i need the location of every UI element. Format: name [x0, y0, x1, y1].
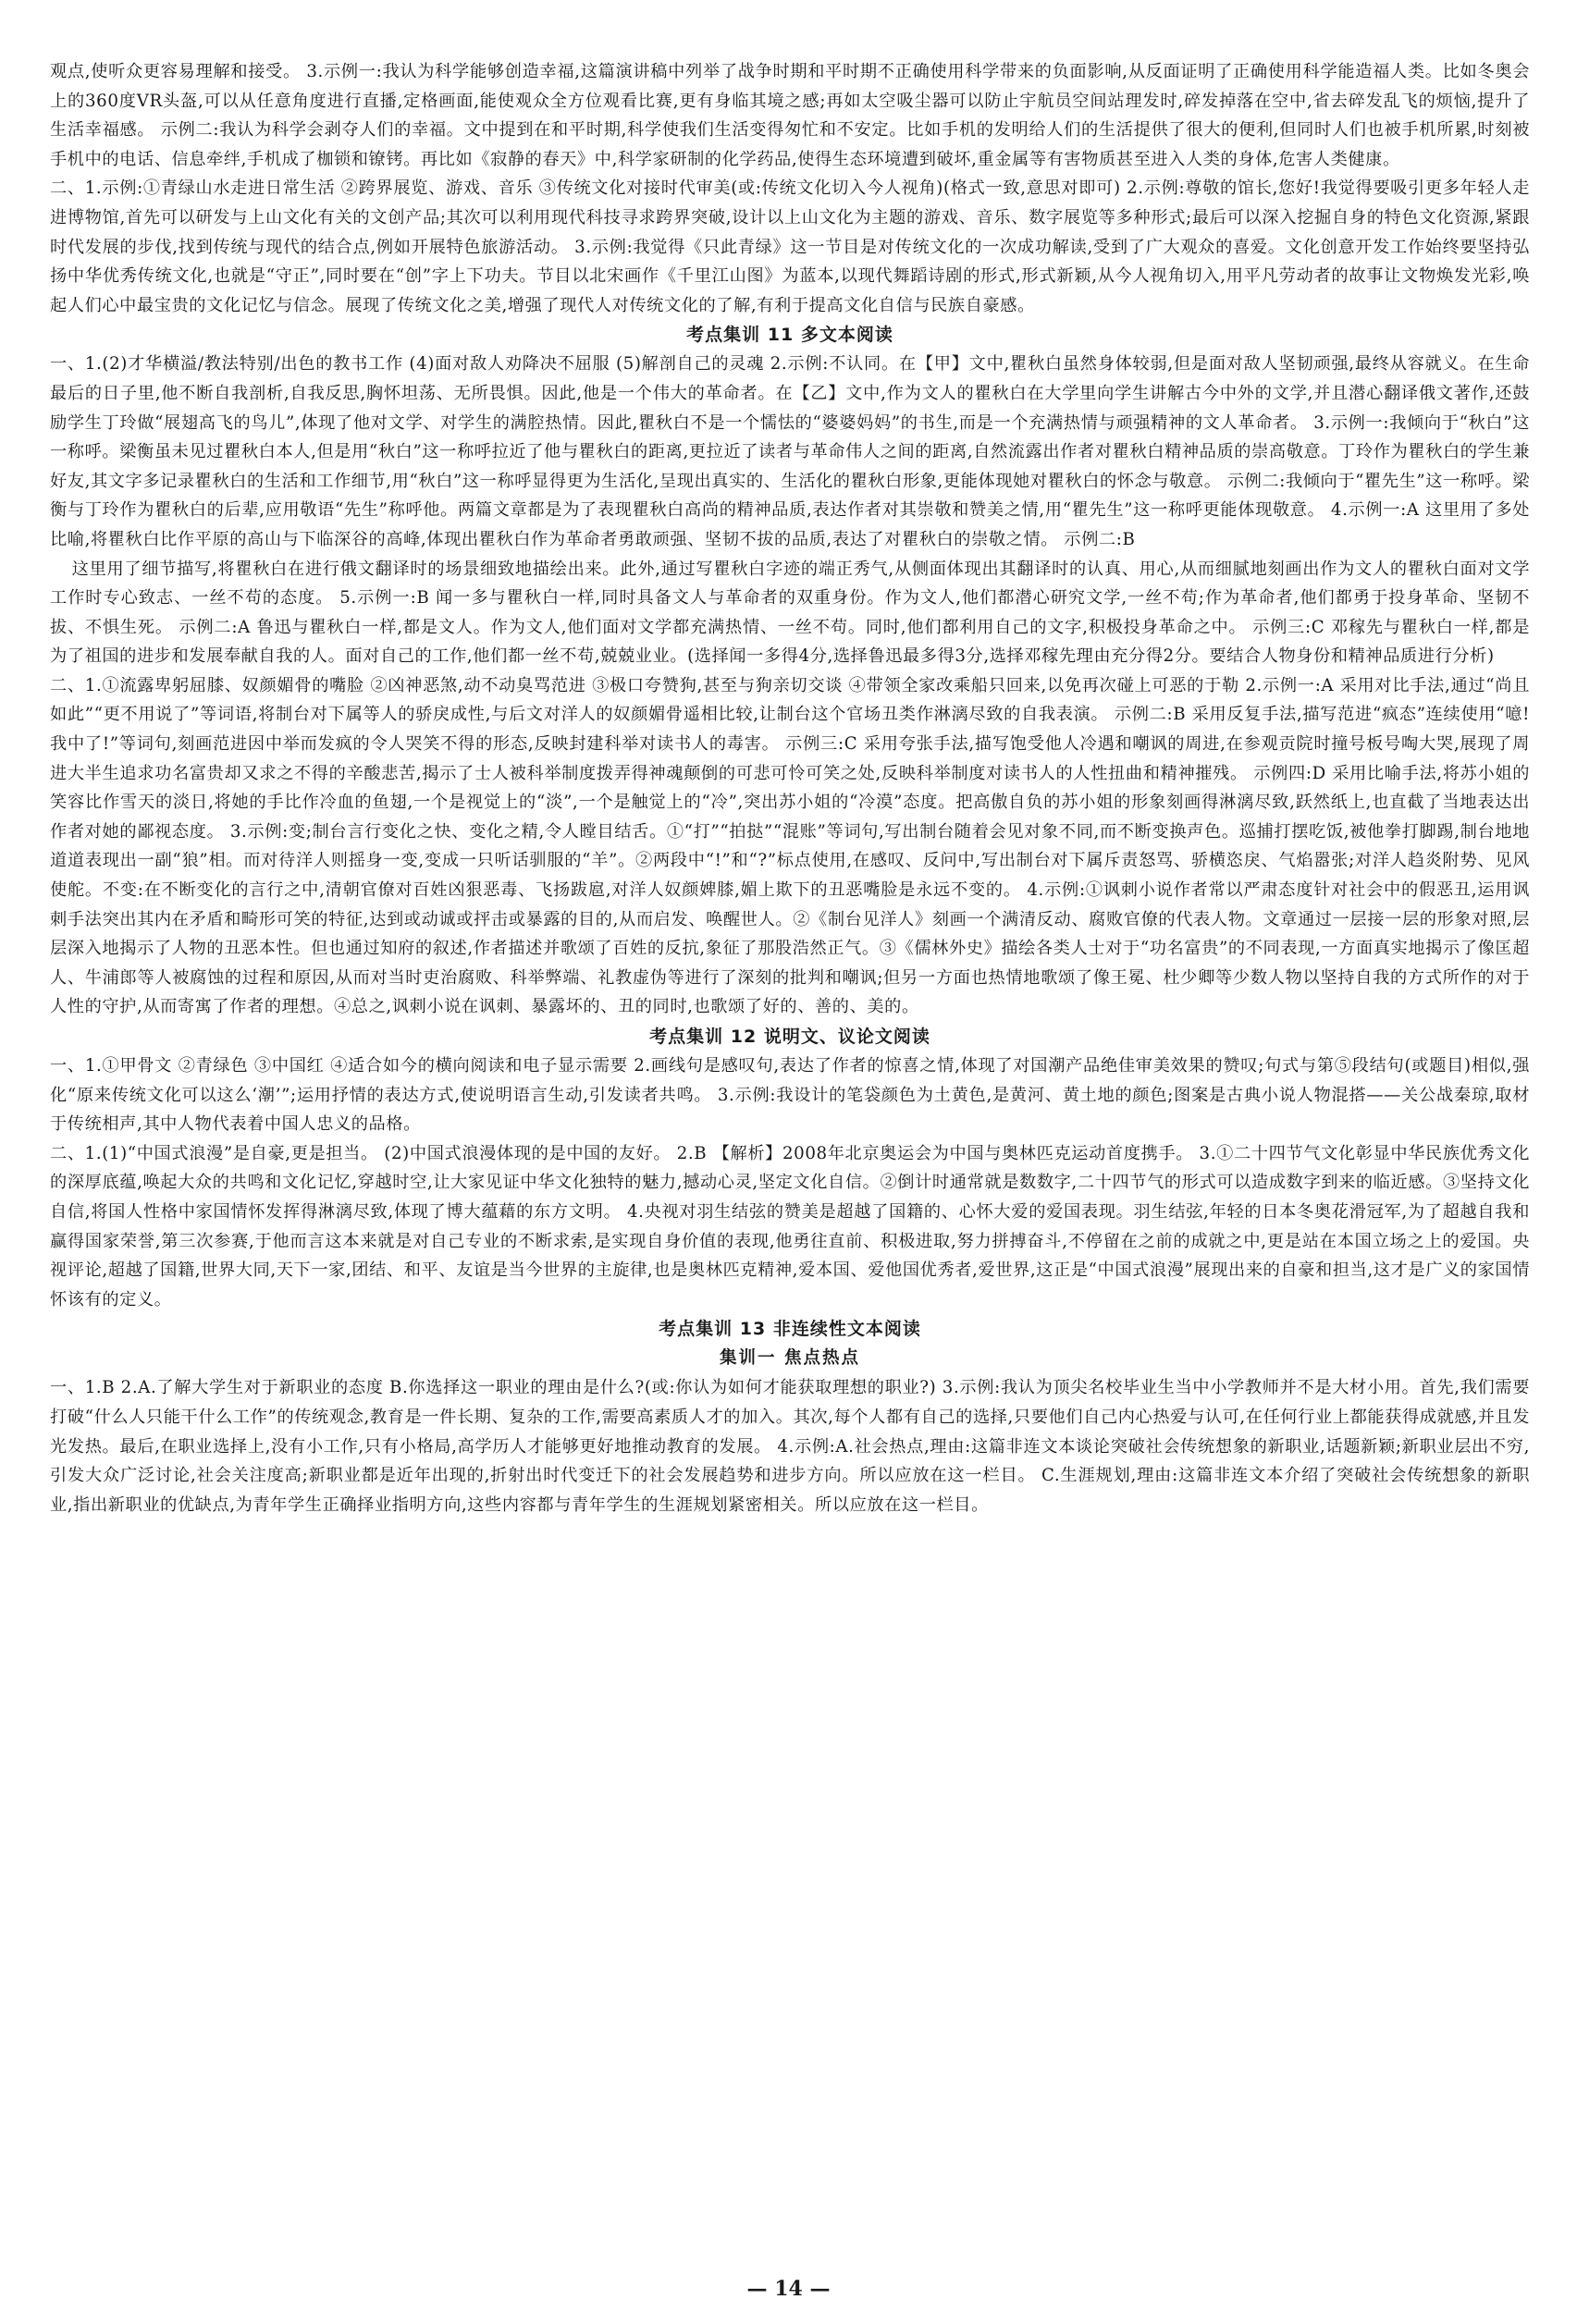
page-number: — 14 —	[746, 2277, 831, 2301]
section-heading-11: 考点集训 11 多文本阅读	[686, 325, 893, 346]
subsection-heading: 集训一 焦点热点	[720, 1348, 860, 1369]
paragraph-4: 这里用了细节描写,将瞿秋白在进行俄文翻译时的场景细致地描绘出来。此外,通过写瞿秋白字迹的端正秀气,从侧面体现出其翻译时的认真、用心,从而细腻地刻画出作为文人的瞿秋白面对文学工作时专心致志、一丝不苟的态度。 5.示例一:B 闻一多与瞿秋白一样,同时具备文人与革命者的双重身份。作为文人,他们都潜心研究文学,一丝不苟;作为革命者,他们都勇于投身革命、坚韧不拔、不惧生死。 示例二:A 鲁迅与瞿秋白一样,都是文人。作为文人,他们面对文学都充满热情、一丝不苟。同时,他们都利用自己的文字,积极投身革命之中。 示例三:C 邓稼先与瞿秋白一样,都是为了祖国的进步和发展奉献自我的人。面对自己的工作,他们都一丝不苟,兢兢业业。(选择闻一多得4分,选择鲁迅最多得3分,选择邓稼先理由充分得2分。要结合人物身份和精神品质进行分析)	[50, 559, 1530, 667]
section-heading-13: 考点集训 13 非连续性文本阅读	[659, 1319, 921, 1340]
paragraph-3: 一、1.(2)才华横溢/教法特别/出色的教书工作 (4)面对敌人劝降决不屈服 (5)解剖自己的灵魂 2.示例:不认同。在【甲】文中,瞿秋白虽然身体较弱,但是面对敌人坚韧顽强,最终从容就义。在生命最后的日子里,他不断自我剖析,自我反思,胸怀坦荡、无所畏惧。因此,他是一个伟大的革命者。在【乙】文中,作为文人的瞿秋白在大学里向学生讲解古今中外的文学,并且潜心翻译俄文著作,还鼓励学生丁玲做“展翅高飞的鸟儿”,体现了他对文学、对学生的满腔热情。因此,瞿秋白不是一个懦怯的“婆婆妈妈”的书生,而是一个充满热情与顽强精神的文人革命者。 3.示例一:我倾向于“秋白”这一称呼。梁衡虽未见过瞿秋白本人,但是用“秋白”这一称呼拉近了他与瞿秋白的距离,更拉近了读者与革命伟人之间的距离,自然流露出作者对瞿秋白精神品质的崇高敬意。丁玲作为瞿秋白的学生兼好友,其文字多记录瞿秋白的生活和工作细节,用“秋白”这一称呼显得更为生活化,呈现出真实的、生活化的瞿秋白形象,更能体现她对瞿秋白的怀念与敬意。 示例二:我倾向于“瞿先生”这一称呼。梁衡与丁玲作为瞿秋白的后辈,应用敬语“先生”称呼他。两篇文章都是为了表现瞿秋白高尚的精神品质,表达作者对其崇敬和赞美之情,用“瞿先生”这一称呼更能体现敬意。 4.示例一:A 这里用了多处比喻,将瞿秋白比作平原的高山与下临深谷的高峰,体现出瞿秋白作为革命者勇敢顽强、坚韧不拔的品质,表达了对瞿秋白的崇敬之情。 示例二:B	[50, 354, 1530, 549]
paragraph-5: 二、1.①流露卑躬屈膝、奴颜媚骨的嘴脸 ②凶神恶煞,动不动臭骂范进 ③极口夸赞狗,甚至与狗亲切交谈 ④带领全家改乘船只回来,以免再次碰上可恶的于勒 2.示例一:A 采用对比手法,通过“尚且如此”“更不用说了”等词语,将制台对下属等人的骄戾成性,与后文对洋人的奴颜媚骨遥相比较,让制台这个官场丑类作淋漓尽致的自我表演。 示例二:B 采用反复手法,描写范进“疯态”连续使用“噫!我中了!”等词句,刻画范进因中举而发疯的令人哭笑不得的形态,反映封建科举对读书人的毒害。 示例三:C 采用夸张手法,描写饱受他人冷遇和嘲讽的周进,在参观贡院时撞号板号啕大哭,展现了周进大半生追求功名富贵却又求之不得的辛酸悲苦,揭示了士人被科举制度拨弄得神魂颠倒的可悲可怜可笑之处,反映科举制度对读书人的人性扭曲和精神摧残。 示例四:D 采用比喻手法,将苏小姐的笑容比作雪天的淡日,将她的手比作冷血的鱼翅,一个是视觉上的“淡”,一个是触觉上的“冷”,突出苏小姐的“冷漠”态度。把高傲自负的苏小姐的形象刻画得淋漓尽致,跃然纸上,也直截了当地表达出作者对她的鄙视态度。 3.示例:变;制台言行变化之快、变化之精,令人瞠目结舌。①“打”“拍挞”“混账”等词句,写出制台随着会见对象不同,而不断变换声色。巡捕打摆吃饭,被他拳打脚踢,制台地地道道表现出一副“狼”相。而对待洋人则摇身一变,变成一只听话驯服的“羊”。②两段中“!”和“?”标点使用,在感叹、反问中,写出制台对下属斥责怒骂、骄横恣戾、气焰嚣张;对洋人趋炎附势、见风使舵。不变:在不断变化的言行之中,清朝官僚对百姓凶狠恶毒、飞扬跋扈,对洋人奴颜婢膝,媚上欺下的丑恶嘴脸是永远不变的。 4.示例:①讽刺小说作者常以严肃态度针对社会中的假恶丑,运用讽刺手法突出其内在矛盾和畸形可笑的特征,达到或动诚或抨击或暴露的目的,从而启发、唤醒世人。②《制台见洋人》刻画一个满清反动、腐败官僚的代表人物。文章通过一层接一层的形象对照,层层深入地揭示了人物的丑恶本性。但也通过知府的叙述,作者描述并歌颂了百姓的反抗,象征了那股浩然正气。③《儒林外史》描绘各类人士对于“功名富贵”的不同表现,一方面真实地揭示了像匡超人、牛浦郎等人被腐蚀的过程和原因,从而对当时吏治腐败、科举弊端、礼教虚伪等进行了深刻的批判和嘲讽;但另一方面也热情地歌颂了像王冕、杜少卿等少数人物以坚持自我的方式所作的对于人性的守护,从而寄寓了作者的理想。④总之,讽刺小说在讽刺、暴露坏的、丑的同时,也歌颂了好的、善的、美的。	[50, 675, 1530, 1017]
paragraph-6: 一、1.①甲骨文 ②青绿色 ③中国红 ④适合如今的横向阅读和电子显示需要 2.画线句是感叹句,表达了作者的惊喜之情,体现了对国潮产品绝佳审美效果的赞叹;句式与第⑤段结句(或题目)相似,强化“原来传统文化可以这么‘潮’”;运用抒情的表达方式,使说明语言生动,引发读者共鸣。 3.示例:我设计的笔袋颜色为土黄色,是黄河、黄土地的颜色;图案是古典小说人物混搭——关公战秦琼,取材于传统相声,其中人物代表着中国人忠义的品格。	[50, 1056, 1530, 1135]
paragraph-7: 二、1.(1)“中国式浪漫”是自豪,更是担当。 (2)中国式浪漫体现的是中国的友好。 2.B 【解析】2008年北京奥运会为中国与奥林匹克运动首度携手。 3.①二十四节气文化彰显中华民族优秀文化的深厚底蕴,唤起大众的共鸣和文化记忆,穿越时空,让大家见证中华文化独特的魅力,撼动心灵,坚定文化自信。②倒计时通常就是数数字,二十四节气的形式可以造成数字到来的临近感。③坚持文化自信,将国人性格中家国情怀发挥得淋漓尽致,体现了博大蕴藉的东方文明。 4.央视对羽生结弦的赞美是超越了国籍的、心怀大爱的爱国表现。羽生结弦,年轻的日本冬奥花滑冠军,为了超越自我和赢得国家荣誉,第三次参赛,于他而言这本来就是对自己专业的不断求索,是实现自身价值的表现,他勇往直前、积极进取,努力拼搏奋斗,不停留在之前的成就之中,更是站在本国立场之上的爱国。央视评论,超越了国籍,世界大同,天下一家,团结、和平、友谊是当今世界的主旋律,也是奥林匹克精神,爱本国、爱他国优秀者,爱世界,这正是“中国式浪漫”展现出来的自豪和担当,这才是广义的家国情怀该有的定义。	[50, 1143, 1530, 1310]
paragraph-1: 观点,使听众更容易理解和接受。 3.示例一:我认为科学能够创造幸福,这篇演讲稿中列举了战争时期和平时期不正确使用科学带来的负面影响,从反面证明了正确使用科学能造福人类。比如冬奥会上的360度VR头盔,可以从任意角度进行直播,定格画面,能使观众全方位观看比赛,更有身临其境之感;再如太空吸尘器可以防止宇航员空间站理发时,碎发掉落在空中,省去碎发乱飞的烦恼,提升了生活幸福感。 示例二:我认为科学会剥夺人们的幸福。文中提到在和平时期,科学使我们生活变得匆忙和不安定。比如手机的发明给人们的生活提供了很大的便利,但同时人们也被手机所累,时刻被手机中的电话、信息牵绊,手机成了枷锁和镣铐。再比如《寂静的春天》中,科学家研制的化学药品,使得生态环境遭到破坏,重金属等有害物质甚至进入人类的身体,危害人类健康。	[50, 62, 1530, 169]
section-heading-12: 考点集训 12 说明文、议论文阅读	[649, 1027, 930, 1047]
paragraph-2: 二、1.示例:①青绿山水走进日常生活 ②跨界展览、游戏、音乐 ③传统文化对接时代审美(或:传统文化切入今人视角)(格式一致,意思对即可) 2.示例:尊敬的馆长,您好!我觉得要吸引更多年轻人走进博物馆,首先可以研发与上山文化有关的文创产品;其次可以利用现代科技寻求跨界突破,设计以上山文化为主题的游戏、音乐、数字展览等多种形式;最后可以深入挖掘自身的特色文化资源,紧跟时代发展的步伐,找到传统与现代的结合点,例如开展特色旅游活动。 3.示例:我觉得《只此青绿》这一节目是对传统文化的一次成功解读,受到了广大观众的喜爱。文化创意开发工作始终要坚持弘扬中华优秀传统文化,也就是“守正”,同时要在“创”字上下功夫。节目以北宋画作《千里江山图》为蓝本,以现代舞蹈诗剧的形式,形式新颖,从今人视角切入,用平凡劳动者的故事让文物焕发光彩,唤起人们心中最宝贵的文化记忆与信念。展现了传统文化之美,增强了现代人对传统文化的了解,有利于提高文化自信与民族自豪感。	[50, 178, 1530, 315]
paragraph-8: 一、1.B 2.A.了解大学生对于新职业的态度 B.你选择这一职业的理由是什么?(或:你认为如何才能获取理想的职业?) 3.示例:我认为顶尖名校毕业生当中小学教师并不是大材小用。首先,我们需要打破“什么人只能干什么工作”的传统观念,教育是一件长期、复杂的工作,需要高素质人才的加入。其次,每个人都有自己的选择,只要他们自己内心热爱与认可,在任何行业上都能获得成就感,并且发光发热。最后,在职业选择上,没有小工作,只有小格局,高学历人才能够更好地推动教育的发展。 4.示例:A.社会热点,理由:这篇非连文本谈论突破社会传统想象的新职业,话题新颖;新职业层出不穷,引发大众广泛讨论,社会关注度高;新职业都是近年出现的,折射出时代变迁下的社会发展趋势和进步方向。所以应放在这一栏目。 C.生涯规划,理由:这篇非连文本介绍了突破社会传统想象的新职业,指出新职业的优缺点,为青年学生正确择业指明方向,这些内容都与青年学生的生涯规划紧密相关。所以应放在这一栏目。	[50, 1378, 1530, 1515]
answer-page	[50, 57, 1530, 2268]
